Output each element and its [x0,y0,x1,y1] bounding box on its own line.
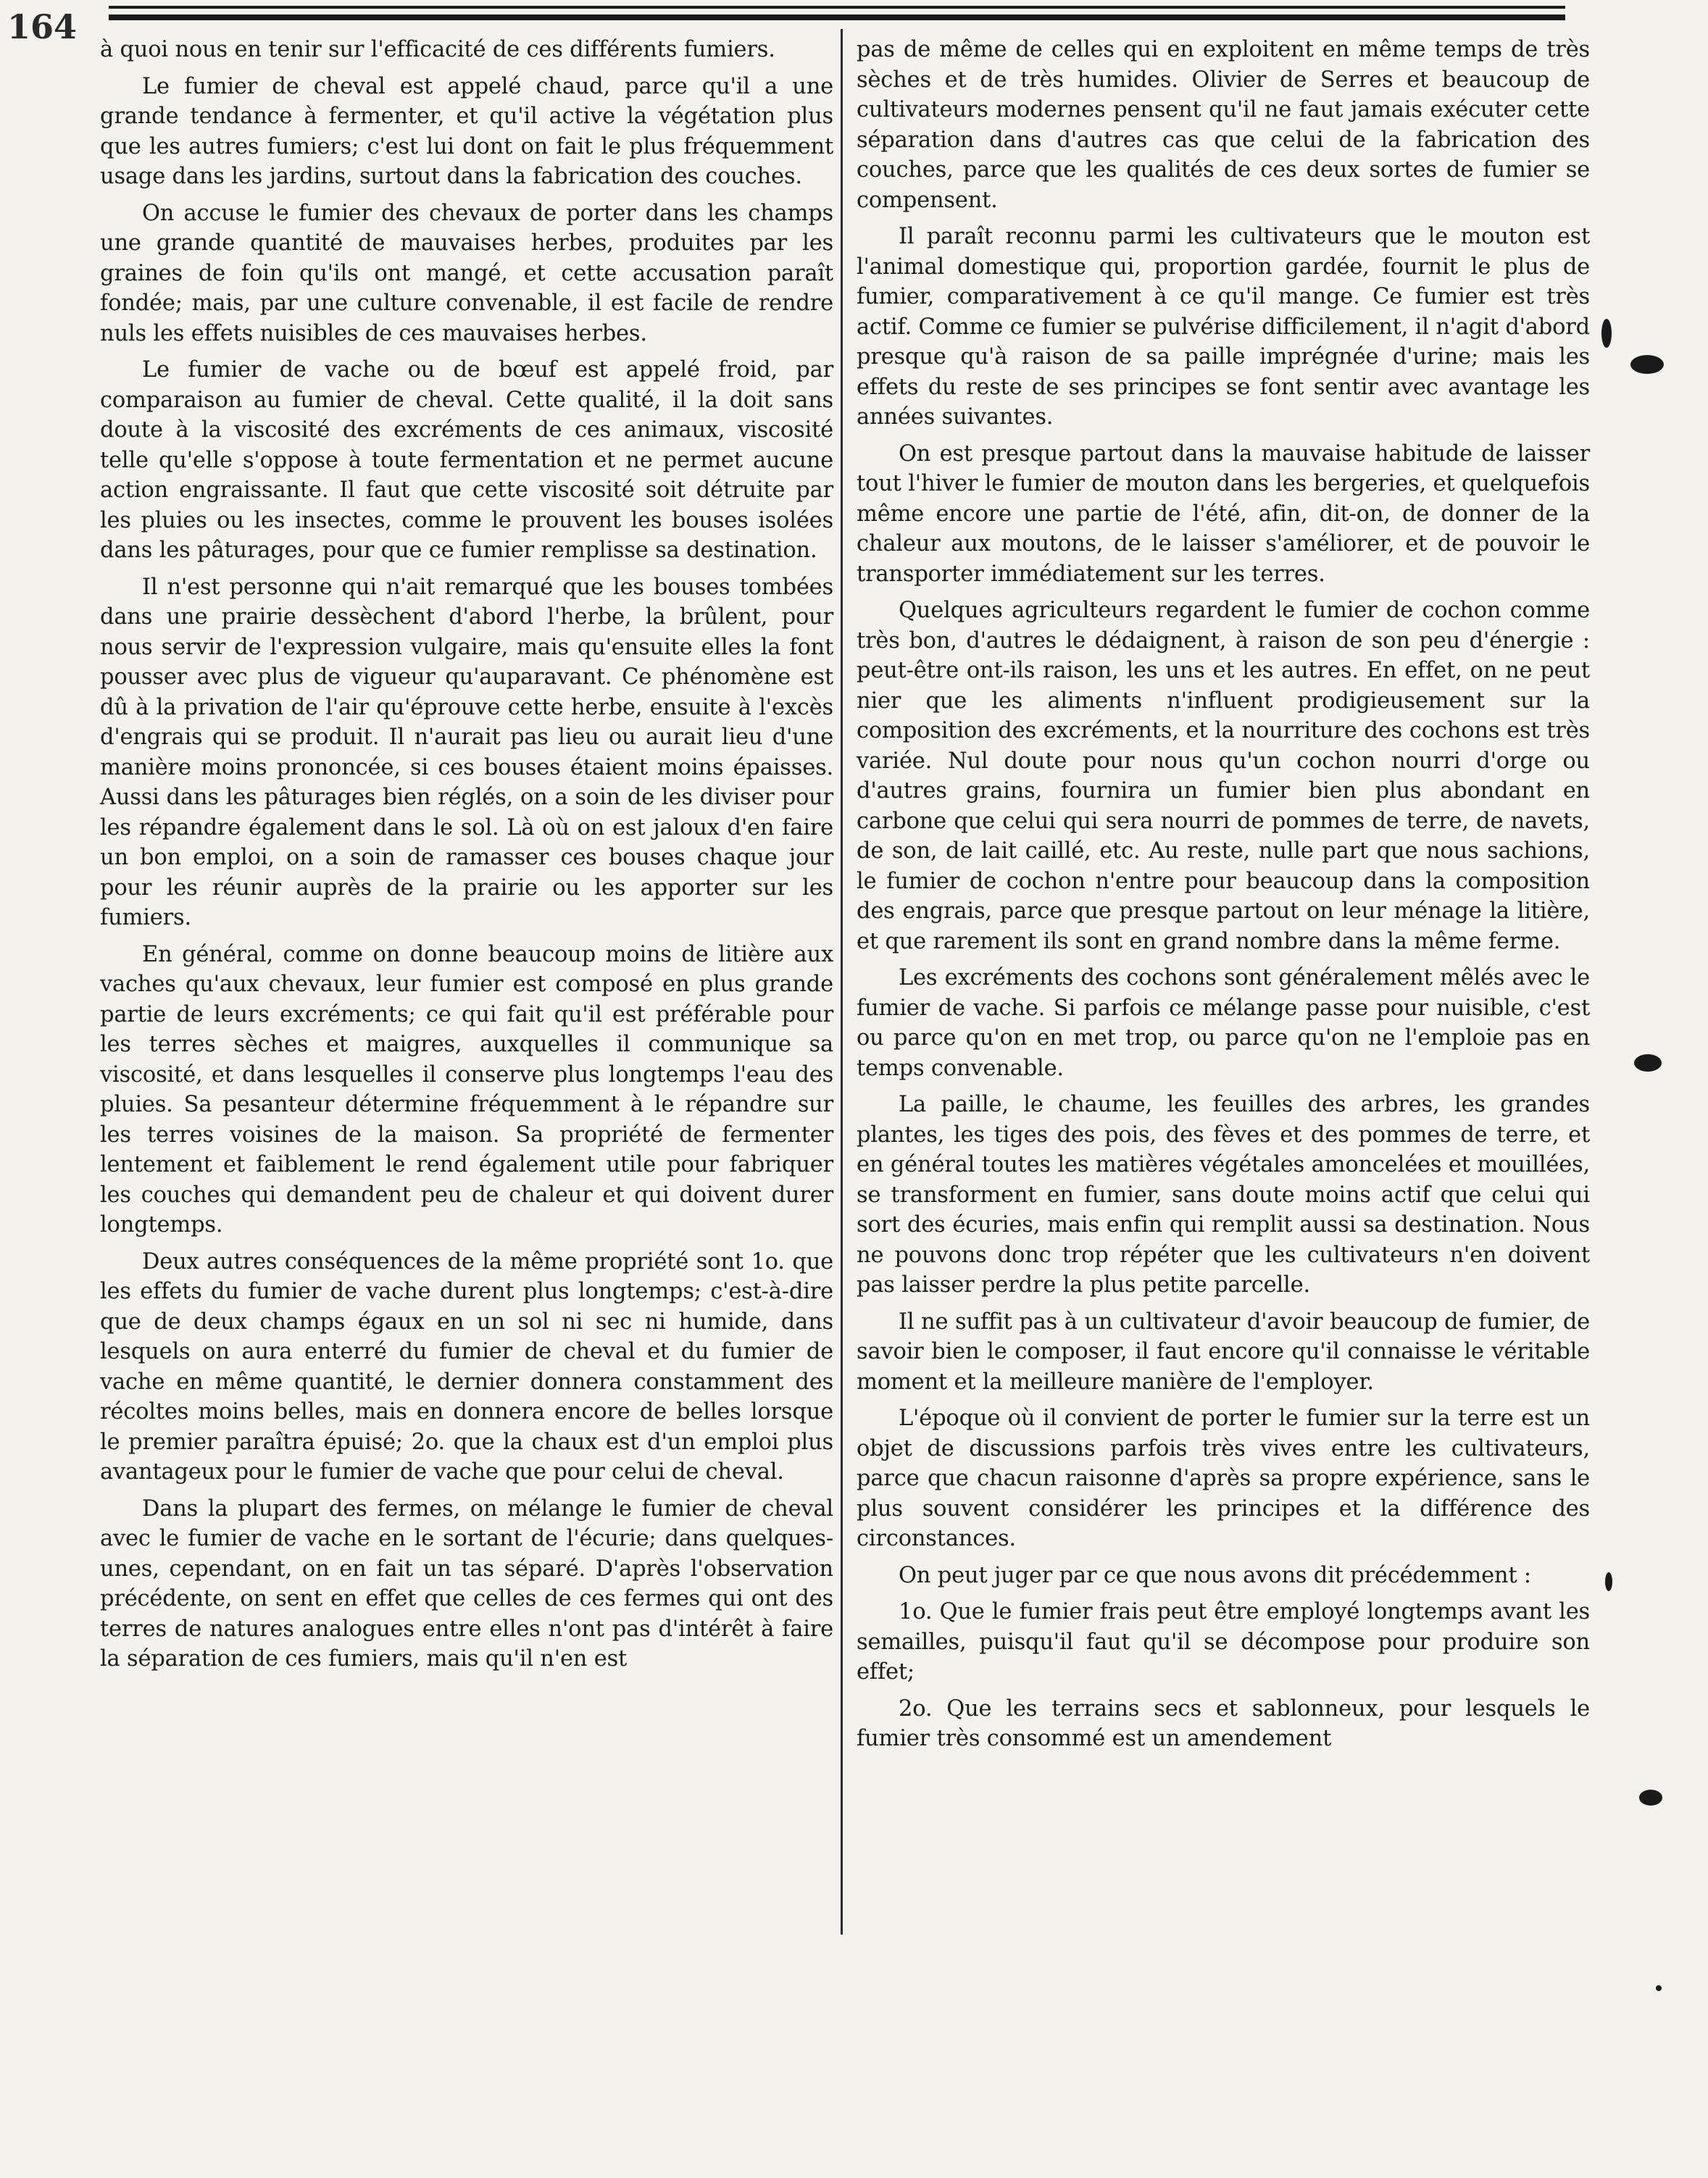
paragraph: On est presque partout dans la mauvaise habitude de laisser tout l'hiver le fumier de mouton dans les bergeries, et quelquefois même encore une partie de l'été, afin, dit-on, de donner de la chaleur aux moutons, de le laisser s'améliorer, et de pouvoir le transporter immédiatement sur les terres. [857,441,1590,587]
paragraph: pas de même de celles qui en exploitent en même temps de très sèches et de très humides. Olivier de Serres et beaucoup de cultivateurs modernes pensent qu'il ne faut jamais exécuter cette séparation dans d'autres cas que celui de la fabrication des couches, parce que les qualités de ces deux sortes de fumier se compensent. [857,37,1590,213]
paragraph: 1o. Que le fumier frais peut être employé longtemps avant les semailles, puisqu'il faut qu'il se décompose pour produire son effet; [857,1599,1590,1685]
paragraph: Le fumier de cheval est appelé chaud, parce qu'il a une grande tendance à fermenter, et qu'il active la végétation plus que les autres fumiers; c'est lui dont on fait le plus fréquemment usage dans les jardins, surtout dans la fabrication des couches. [100,73,833,189]
paragraph: à quoi nous en tenir sur l'efficacité de ces différents fumiers. [100,37,775,62]
paragraph: Il n'est personne qui n'ait remarqué que les bouses tombées dans une prairie dessèchent d'abord l'herbe, la brûlent, pour nous servir de l'expression vulgaire, mais qu'ensuite elles la font pousser avec plus de vigueur qu'auparavant. Ce phénomène est dû à la privation de l'air qu'éprouve cette herbe, ensuite à l'excès d'engrais qui se produit. Il n'aurait pas lieu ou aurait lieu d'une manière moins prononcée, si ces bouses étaient moins épaisses. Aussi dans les pâturages bien réglés, on a soin de les diviser pour les répandre également dans le sol. Là où on est jaloux d'en faire un bon emploi, on a soin de ramasser ces bouses chaque jour pour les réunir auprès de la prairie ou les apporter sur les fumiers. [100,574,833,930]
paragraph: Dans la plupart des fermes, on mélange le fumier de cheval avec le fumier de vache en le sortant de l'écurie; dans quelques-unes, cependant, on en fait un tas séparé. D'après l'observation précédente, on sent en effet que celles de ces fermes qui ont des terres de natures analogues entre elles n'ont pas d'intérêt à faire la séparation de ces fumiers, mais qu'il n'en est [100,1495,833,1672]
paragraph: Il paraît reconnu parmi les cultivateurs que le mouton est l'animal domestique qui, proportion gardée, fournit le plus de fumier, comparativement à ce qu'il mange. Ce fumier est très actif. Comme ce fumier se pulvérise difficilement, il n'agit d'abord presque qu'à raison de sa paille imprégnée d'urine; mais les effets du reste de ses principes se font sentir avec avantage les années suivantes. [857,224,1590,430]
ink-speck [1601,319,1612,348]
column-divider [841,29,843,1935]
paragraph: En général, comme on donne beaucoup moins de litière aux vaches qu'aux chevaux, leur fumier est composé en plus grande partie de leurs excréments; ce qui fait qu'il est préférable pour les terres sèches et maigres, auxquelles il communique sa viscosité, et dans lesquelles il conserve plus longtemps l'eau des pluies. Sa pesanteur détermine fréquemment à le répandre sur les terres voisines de la maison. Sa propriété de fermenter lentement et faiblement le rend également utile pour fabriquer les couches qui demandent peu de chaleur et qui doivent durer longtemps. [100,941,833,1238]
header-rule-thick [109,14,1565,20]
paragraph: Quelques agriculteurs regardent le fumier de cochon comme très bon, d'autres le dédaignent, à raison de son peu d'énergie : peut-être ont-ils raison, les uns et les autres. En effet, on ne peut nier que les aliments n'influent prodigieusement sur la composition des excréments, et la nourriture des cochons est très variée. Nul doute pour nous qu'un cochon nourri d'orge ou d'autres grains, fournira un fumier bien plus abondant en carbone que celui qui sera nourri de pommes de terre, de navets, de son, de lait caillé, etc. Au reste, nulle part que nous sachions, le fumier de cochon n'entre pour beaucoup dans la composition des engrais, parce que presque partout on leur ménage la litière, et que rarement ils sont en grand nombre dans la même ferme. [857,598,1590,954]
paragraph: La paille, le chaume, les feuilles des arbres, les grandes plantes, les tiges des pois, des fèves et des pommes de terre, et en général toutes les matières végétales amoncelées et mouillées, se transforment en fumier, sans doute moins actif que celui qui sort des écuries, mais enfin qui remplit aussi sa destination. Nous ne pouvons donc trop répéter que les cultivateurs n'en doivent pas laisser perdre la plus petite parcelle. [857,1092,1590,1298]
ink-speck [1605,1572,1612,1591]
right-column [857,35,1590,1761]
paragraph: On peut juger par ce que nous avons dit précédemment : [899,1562,1532,1588]
ink-speck [1656,1985,1662,1991]
ink-speck [1634,1054,1662,1072]
paragraph: Deux autres conséquences de la même propriété sont 1o. que les effets du fumier de vache durent plus longtemps; c'est-à-dire que de deux champs égaux en un sol ni sec ni humide, dans lesquels on aura enterré du fumier de cheval et du fumier de vache en même quantité, le dernier donnera constamment des récoltes moins belles, mais en donnera encore de belles lorsque le premier paraîtra épuisé; 2o. que la chaux est d'un emploi plus avantageux pour le fumier de vache que pour celui de cheval. [100,1248,833,1485]
paragraph: L'époque où il convient de porter le fumier sur la terre est un objet de discussions parfois très vives entre les cultivateurs, parce que chacun raisonne d'après sa propre expérience, sans le plus souvent considérer les principes et la différence des circonstances. [857,1406,1590,1551]
paragraph: Le fumier de vache ou de bœuf est appelé froid, par comparaison au fumier de cheval. Cette qualité, il la doit sans doute à la viscosité des excréments de ces animaux, viscosité telle qu'elle s'oppose à toute fermentation et ne permet aucune action engraissante. Il faut que cette viscosité soit détruite par les pluies ou les insectes, comme le prouvent les bouses isolées dans les pâturages, pour que ce fumier remplisse sa destination. [100,357,833,563]
paragraph: 2o. Que les terrains secs et sablonneux, pour lesquels le fumier très consommé est un amendement [857,1695,1590,1751]
page-number: 164 [7,7,78,46]
paragraph: On accuse le fumier des chevaux de porter dans les champs une grande quantité de mauvaises herbes, produites par les graines de foin qu'ils ont mangé, et cette accusation paraît fondée; mais, par une culture convenable, il est facile de rendre nuls les effets nuisibles de ces mauvaises herbes. [100,200,833,346]
ink-speck [1639,1790,1662,1806]
left-column [100,35,833,1681]
paragraph: Il ne suffit pas à un cultivateur d'avoir beaucoup de fumier, de savoir bien le composer, il faut encore qu'il connaisse le véritable moment et la meilleure manière de l'employer. [857,1309,1590,1395]
header-rule-thin [109,6,1565,9]
ink-speck [1630,355,1664,374]
paragraph: Les excréments des cochons sont généralement mêlés avec le fumier de vache. Si parfois ce mélange passe pour nuisible, c'est ou parce qu'on en met trop, ou parce qu'on ne l'emploie pas en temps convenable. [857,965,1590,1081]
